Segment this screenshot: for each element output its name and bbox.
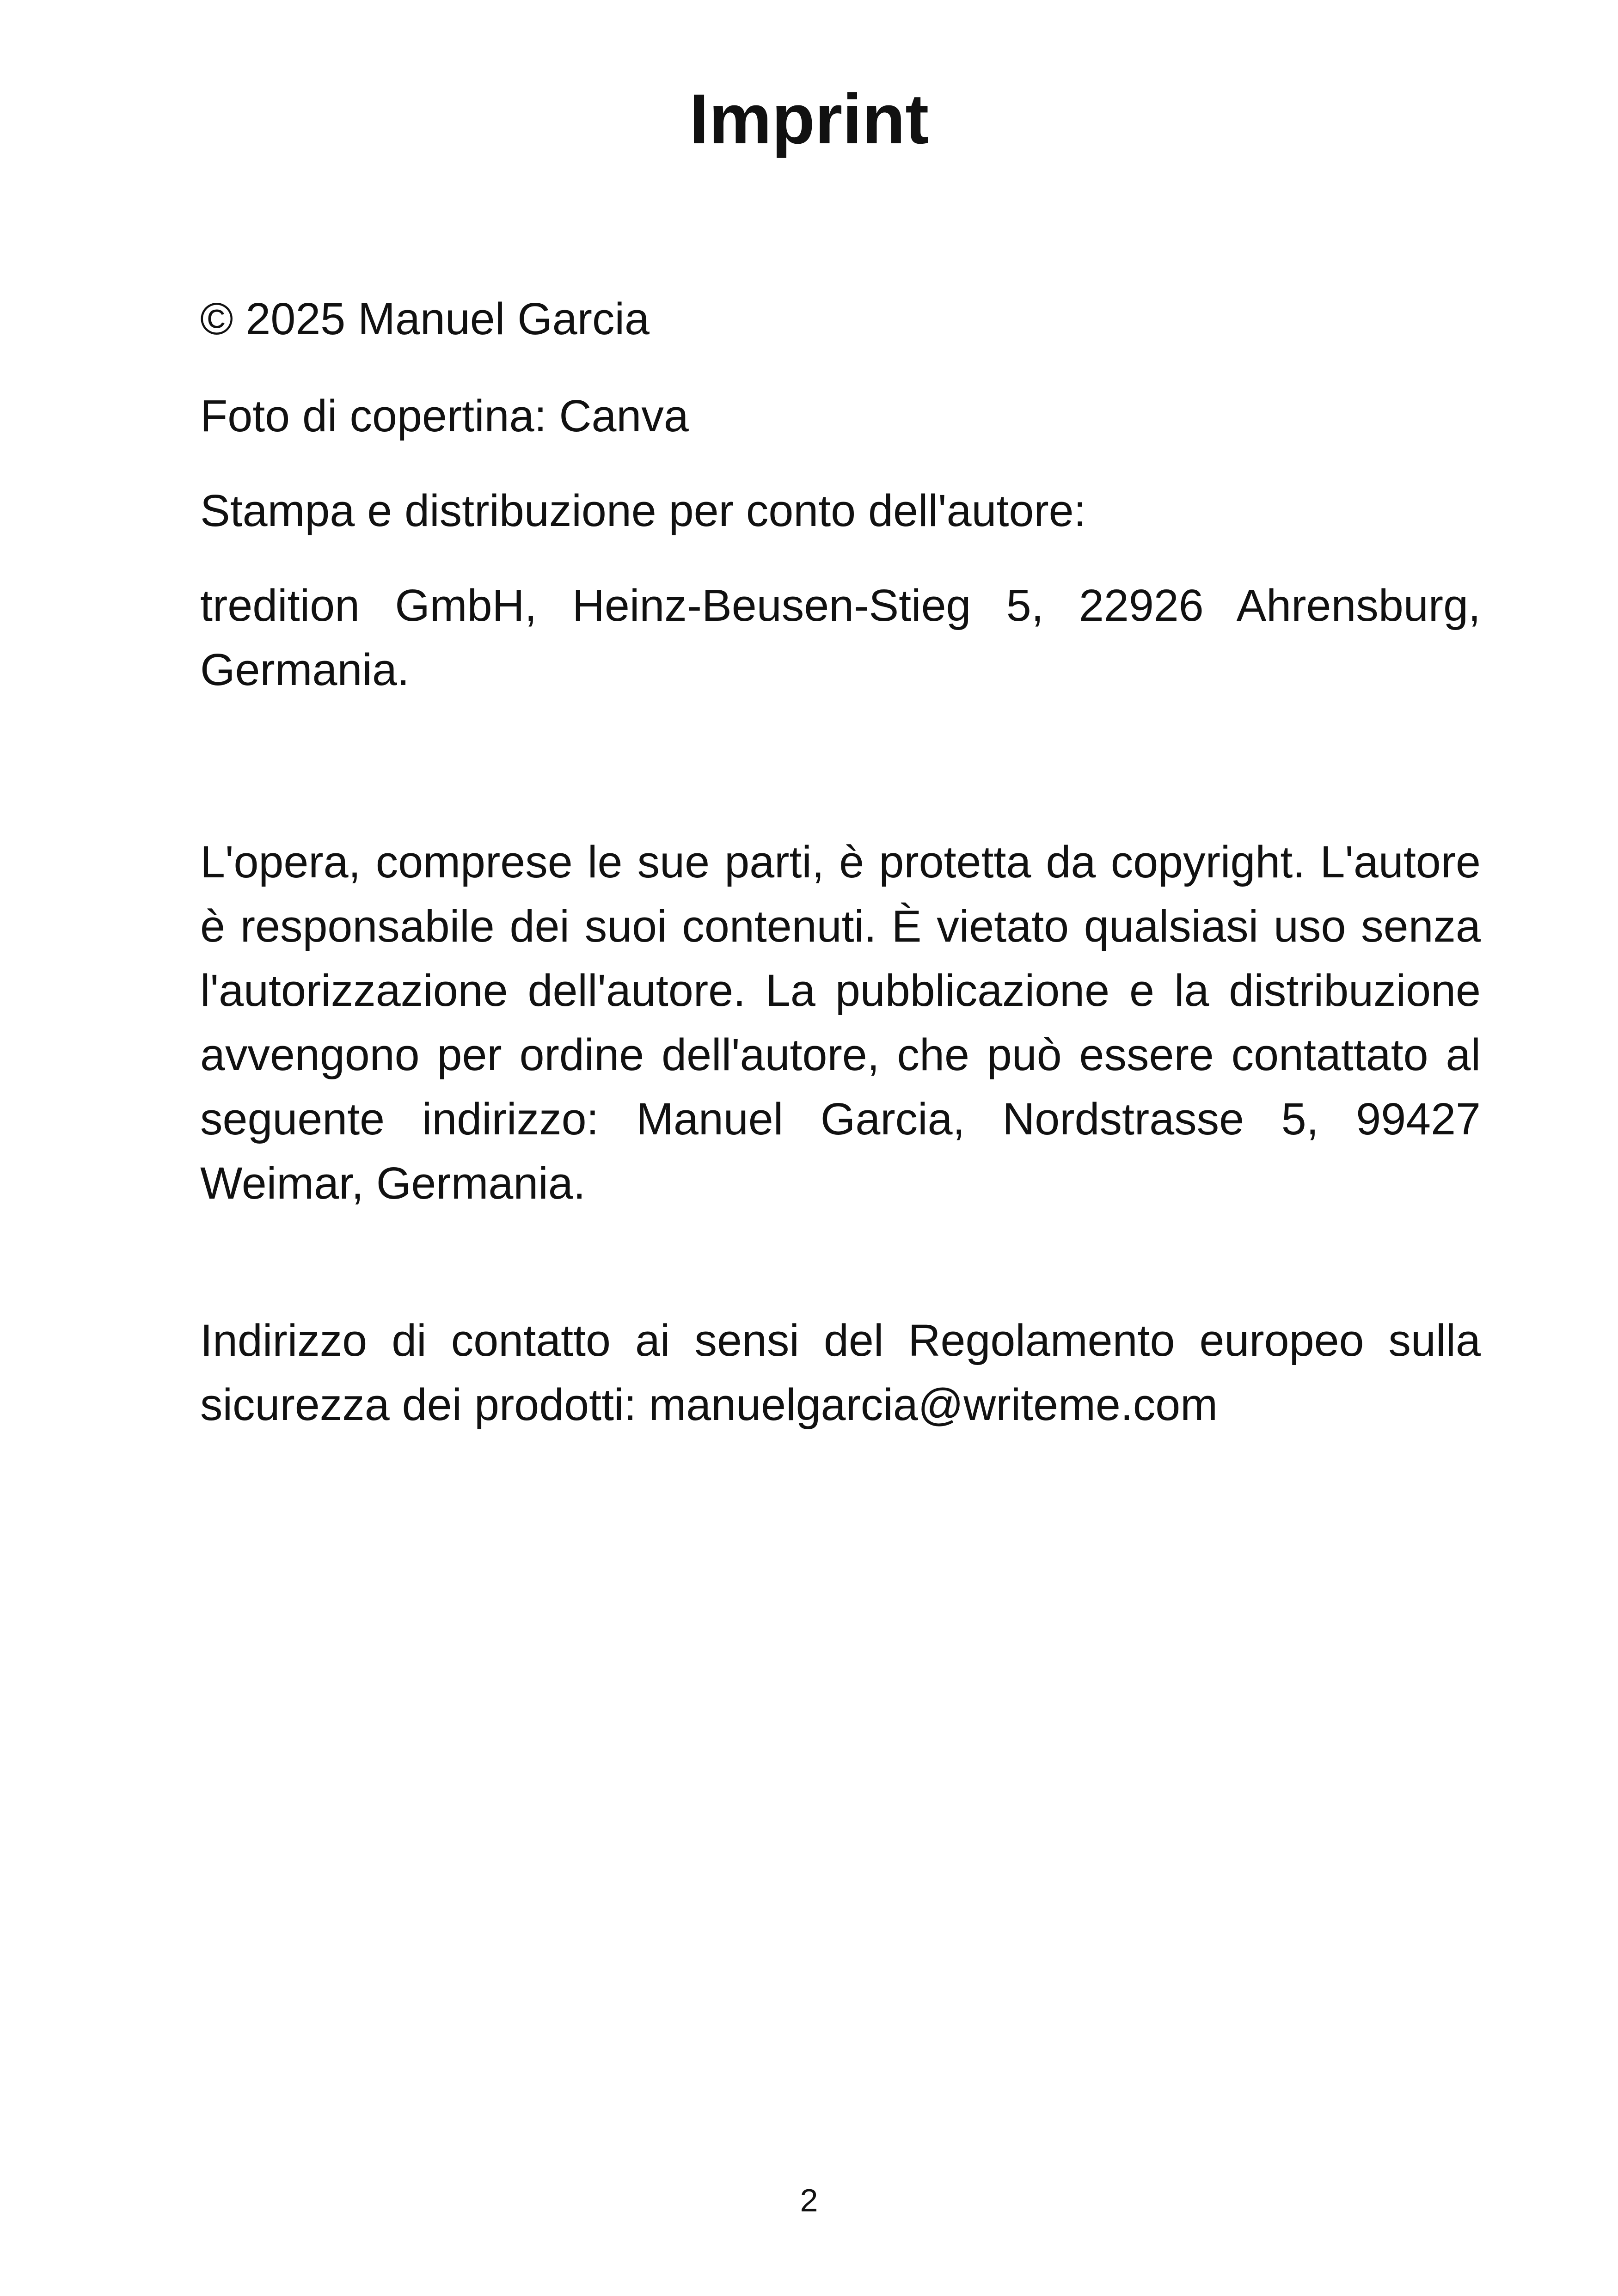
printing-distribution-label: Stampa e distribuzione per conto dell'autore: [200,485,1086,536]
copyright-line: © 2025 Manuel Garcia [200,294,650,344]
product-safety-contact-paragraph: Indirizzo di contatto ai sensi del Regolamento europeo sulla sicurezza dei prodotti: manuelgarcia@writeme.com [200,1315,1481,1430]
copyright-rights-paragraph: L'opera, comprese le sue parti, è protetta da copyright. L'autore è responsabile dei suoi contenuti. È vietato qualsiasi uso senza l'autorizzazione dell'autore. La pubblicazione e la distribuzione avvengono per ordine dell'autore, che può essere contattato al seguente indirizzo: Manuel Garcia, Nordstrasse 5, 99427 Weimar, Germania. [200,837,1481,1208]
cover-photo-credit: Foto di copertina: Canva [200,391,689,441]
page-title: Imprint [689,80,929,159]
printer-address: tredition GmbH, Heinz-Beusen-Stieg 5, 22926 Ahrensburg, Germania. [200,580,1481,695]
page-number: 2 [800,2182,818,2218]
